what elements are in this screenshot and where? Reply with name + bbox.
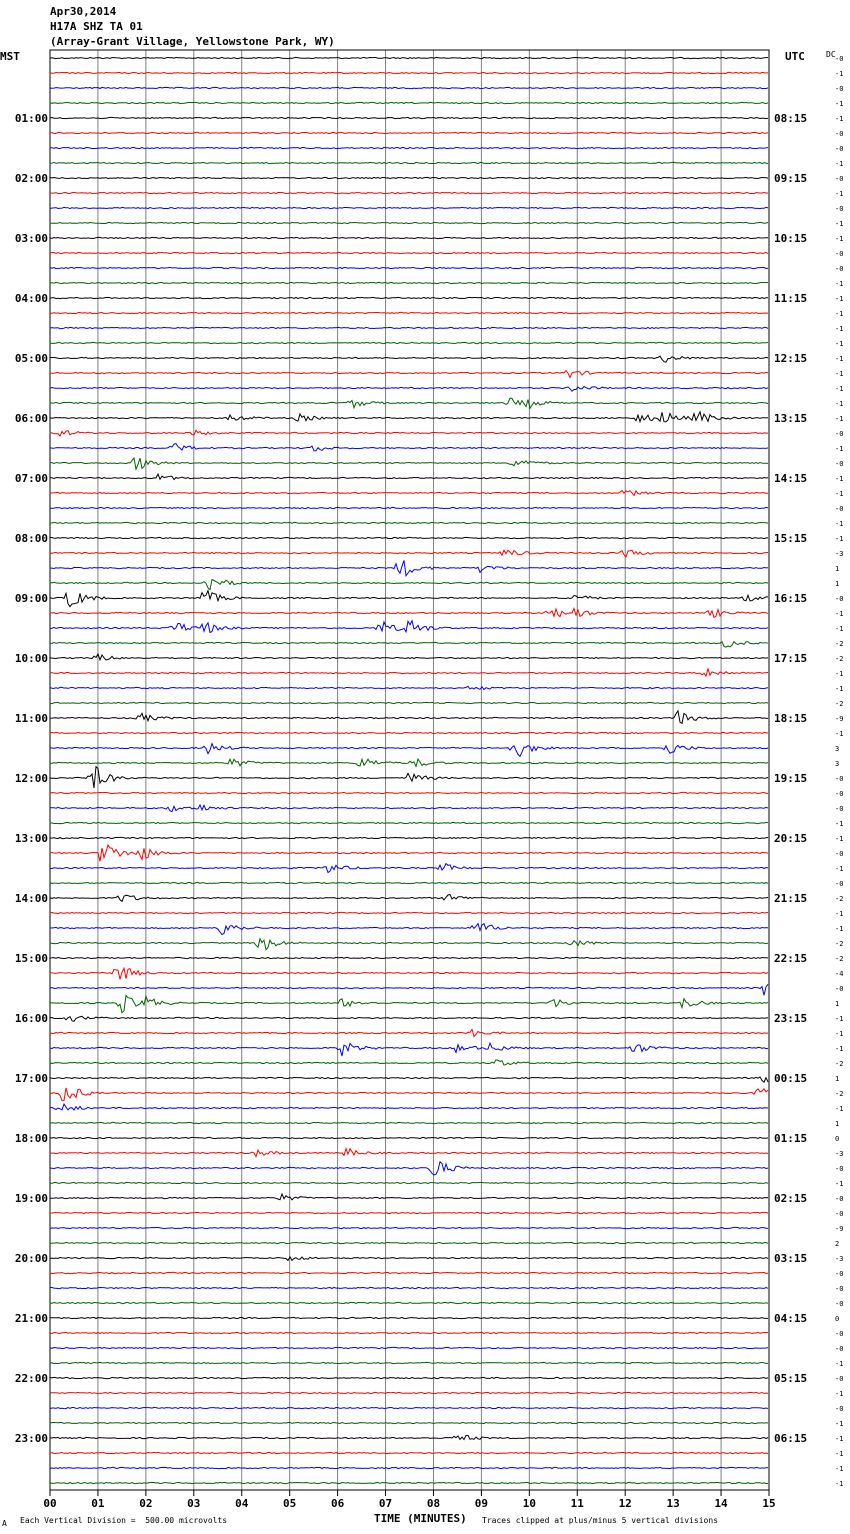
header-date: Apr30,2014 bbox=[50, 5, 117, 18]
trace-line bbox=[50, 192, 768, 193]
trace-line bbox=[50, 87, 768, 88]
dc-offset-label: -1 bbox=[835, 70, 844, 78]
dc-offset-label: -1 bbox=[835, 820, 844, 828]
trace-line bbox=[50, 147, 768, 148]
trace-line bbox=[50, 237, 768, 238]
dc-offset-label: -0 bbox=[835, 1375, 844, 1383]
trace-line bbox=[50, 895, 768, 902]
dc-offset-label: -1 bbox=[835, 295, 844, 303]
trace-line bbox=[50, 222, 768, 223]
trace-line bbox=[50, 591, 768, 607]
dc-offset-label: -1 bbox=[835, 1480, 844, 1488]
trace-line bbox=[50, 1043, 768, 1056]
dc-offset-label: -0 bbox=[835, 1270, 844, 1278]
trace-line bbox=[50, 312, 768, 313]
dc-offset-label: -0 bbox=[835, 850, 844, 858]
trace-line bbox=[50, 767, 768, 788]
dc-offset-label: -1 bbox=[835, 1045, 844, 1053]
trace-line bbox=[50, 1467, 768, 1468]
utc-hour-label: 20:15 bbox=[774, 832, 808, 845]
dc-offset-label: -0 bbox=[835, 505, 844, 513]
utc-hour-label: 10:15 bbox=[774, 232, 808, 245]
dc-offset-label: -1 bbox=[835, 340, 844, 348]
trace-line bbox=[50, 1272, 768, 1273]
dc-offset-label: -2 bbox=[835, 640, 844, 648]
trace-line bbox=[50, 1212, 768, 1213]
dc-offset-label: -1 bbox=[835, 610, 844, 618]
x-tick-label: 09 bbox=[474, 1497, 489, 1510]
dc-offset-label: -1 bbox=[835, 865, 844, 873]
trace-line bbox=[50, 117, 768, 118]
trace-line bbox=[50, 939, 768, 950]
dc-offset-label: -1 bbox=[835, 310, 844, 318]
trace-line bbox=[50, 491, 768, 496]
utc-hour-label: 17:15 bbox=[774, 652, 808, 665]
dc-offset-label: -1 bbox=[835, 1420, 844, 1428]
utc-hour-label: 09:15 bbox=[774, 172, 808, 185]
trace-line bbox=[50, 1452, 768, 1453]
trace-line bbox=[50, 1077, 768, 1082]
trace-line bbox=[50, 822, 768, 823]
dc-offset-label: -0 bbox=[835, 1285, 844, 1293]
mst-hour-label: 14:00 bbox=[14, 892, 48, 905]
x-axis-title: TIME (MINUTES) bbox=[374, 1512, 467, 1525]
utc-hour-label: 16:15 bbox=[774, 592, 808, 605]
trace-line bbox=[50, 398, 768, 408]
utc-hour-label: 18:15 bbox=[774, 712, 808, 725]
mst-hour-label: 19:00 bbox=[14, 1192, 48, 1205]
x-tick-label: 05 bbox=[283, 1497, 297, 1510]
dc-offset-label: -1 bbox=[835, 1015, 844, 1023]
dc-offset-label: 1 bbox=[835, 565, 840, 573]
mst-hour-label: 11:00 bbox=[14, 712, 48, 725]
trace-line bbox=[50, 759, 768, 766]
dc-label: DC bbox=[826, 50, 836, 59]
dc-offset-label: -0 bbox=[835, 85, 844, 93]
left-timezone-label: MST bbox=[0, 50, 20, 63]
trace-line bbox=[50, 371, 768, 378]
mst-hour-label: 07:00 bbox=[14, 472, 48, 485]
mst-hour-label: 06:00 bbox=[14, 412, 48, 425]
utc-hour-label: 11:15 bbox=[774, 292, 808, 305]
dc-offset-label: -3 bbox=[835, 550, 844, 558]
dc-offset-label: -1 bbox=[835, 325, 844, 333]
mst-hour-label: 01:00 bbox=[14, 112, 48, 125]
trace-line bbox=[50, 864, 768, 873]
mst-hour-label: 02:00 bbox=[14, 172, 48, 185]
dc-offset-label: -3 bbox=[835, 1150, 844, 1158]
trace-line bbox=[50, 1302, 768, 1303]
utc-hour-label: 08:15 bbox=[774, 112, 808, 125]
trace-line bbox=[50, 1242, 768, 1243]
dc-offset-label: -1 bbox=[835, 1105, 844, 1113]
dc-offset-label: 1 bbox=[835, 580, 840, 588]
dc-offset-label: -1 bbox=[835, 355, 844, 363]
trace-line bbox=[50, 882, 768, 883]
trace-line bbox=[50, 1016, 768, 1021]
right-timezone-label: UTC bbox=[785, 50, 805, 63]
dc-offset-label: 3 bbox=[835, 760, 840, 768]
dc-offset-label: -0 bbox=[835, 775, 844, 783]
x-tick-label: 06 bbox=[330, 1497, 345, 1510]
dc-offset-label: 1 bbox=[835, 1120, 840, 1128]
trace-line bbox=[50, 267, 768, 268]
x-tick-label: 01 bbox=[91, 1497, 105, 1510]
trace-line bbox=[50, 912, 768, 913]
dc-offset-label: 1 bbox=[835, 1000, 840, 1008]
mst-hour-label: 21:00 bbox=[14, 1312, 48, 1325]
trace-line bbox=[50, 522, 768, 523]
trace-line bbox=[50, 732, 768, 733]
trace-line bbox=[50, 654, 768, 660]
trace-line bbox=[50, 444, 768, 451]
trace-line bbox=[50, 968, 768, 979]
utc-hour-label: 13:15 bbox=[774, 412, 808, 425]
utc-hour-label: 04:15 bbox=[774, 1312, 808, 1325]
utc-hour-label: 00:15 bbox=[774, 1072, 808, 1085]
x-tick-label: 04 bbox=[235, 1497, 249, 1510]
dc-offset-label: -1 bbox=[835, 475, 844, 483]
dc-offset-label: -0 bbox=[835, 1345, 844, 1353]
trace-line bbox=[50, 1029, 768, 1036]
x-tick-label: 00 bbox=[43, 1497, 57, 1510]
utc-hour-label: 05:15 bbox=[774, 1372, 808, 1385]
dc-offset-label: -1 bbox=[835, 835, 844, 843]
trace-line bbox=[50, 1392, 768, 1393]
dc-offset-label: 0 bbox=[835, 1315, 840, 1323]
trace-line bbox=[50, 560, 768, 575]
utc-hour-label: 06:15 bbox=[774, 1432, 808, 1445]
dc-offset-label: -0 bbox=[835, 1330, 844, 1338]
trace-line bbox=[50, 207, 768, 208]
dc-offset-label: -1 bbox=[835, 685, 844, 693]
dc-offset-label: -0 bbox=[835, 460, 844, 468]
trace-line bbox=[50, 550, 768, 557]
dc-offset-label: -0 bbox=[835, 1195, 844, 1203]
trace-line bbox=[50, 297, 768, 298]
trace-line bbox=[50, 984, 768, 995]
x-tick-label: 08 bbox=[426, 1497, 441, 1510]
dc-offset-label: -1 bbox=[835, 1360, 844, 1368]
dc-offset-label: -1 bbox=[835, 100, 844, 108]
mst-hour-label: 08:00 bbox=[14, 532, 48, 545]
mst-hour-label: 05:00 bbox=[14, 352, 48, 365]
trace-line bbox=[50, 702, 768, 703]
trace-line bbox=[50, 387, 768, 392]
trace-line bbox=[50, 282, 768, 283]
dc-offset-label: -1 bbox=[835, 400, 844, 408]
dc-offset-label: -0 bbox=[835, 1165, 844, 1173]
dc-offset-label: -0 bbox=[835, 250, 844, 258]
x-tick-label: 15 bbox=[762, 1497, 776, 1510]
dc-offset-label: -0 bbox=[835, 805, 844, 813]
x-tick-label: 02 bbox=[139, 1497, 153, 1510]
x-tick-label: 07 bbox=[378, 1497, 393, 1510]
dc-offset-label: -1 bbox=[835, 1390, 844, 1398]
dc-offset-label: -1 bbox=[835, 160, 844, 168]
plot-frame bbox=[50, 50, 769, 1490]
utc-hour-label: 14:15 bbox=[774, 472, 808, 485]
trace-line bbox=[50, 1088, 768, 1101]
x-tick-label: 11 bbox=[570, 1497, 584, 1510]
corner-mark: A bbox=[2, 1519, 7, 1528]
utc-hour-label: 21:15 bbox=[774, 892, 808, 905]
dc-offset-label: -1 bbox=[835, 1450, 844, 1458]
utc-hour-label: 15:15 bbox=[774, 532, 808, 545]
trace-line bbox=[50, 412, 768, 422]
trace-line bbox=[50, 621, 768, 633]
dc-offset-label: -9 bbox=[835, 1225, 844, 1233]
trace-line bbox=[50, 1122, 768, 1123]
dc-offset-label: -1 bbox=[835, 220, 844, 228]
trace-line bbox=[50, 1435, 768, 1439]
trace-line bbox=[50, 177, 768, 178]
header-location: (Array-Grant Village, Yellowstone Park, WY) bbox=[50, 35, 335, 48]
dc-offset-label: -1 bbox=[835, 520, 844, 528]
dc-offset-label: -0 bbox=[835, 175, 844, 183]
trace-line bbox=[50, 1257, 768, 1261]
trace-line bbox=[50, 474, 768, 480]
dc-offset-label: -1 bbox=[835, 445, 844, 453]
trace-line bbox=[50, 102, 768, 103]
dc-offset-label: -4 bbox=[835, 970, 844, 978]
dc-offset-label: -1 bbox=[835, 280, 844, 288]
trace-line bbox=[50, 1287, 768, 1288]
dc-offset-label: 3 bbox=[835, 745, 840, 753]
mst-hour-label: 20:00 bbox=[14, 1252, 48, 1265]
mst-hour-label: 09:00 bbox=[14, 592, 48, 605]
dc-offset-label: -1 bbox=[835, 1030, 844, 1038]
trace-line bbox=[50, 1182, 768, 1183]
trace-line bbox=[50, 744, 768, 757]
footer-scale-note: Each Vertical Division = 500.00 microvolts bbox=[20, 1516, 228, 1525]
dc-offset-label: -2 bbox=[835, 940, 844, 948]
x-tick-label: 03 bbox=[187, 1497, 201, 1510]
dc-offset-label: -1 bbox=[835, 925, 844, 933]
x-tick-label: 12 bbox=[618, 1497, 632, 1510]
mst-hour-label: 16:00 bbox=[14, 1012, 48, 1025]
trace-line bbox=[50, 507, 768, 508]
dc-offset-label: -2 bbox=[835, 895, 844, 903]
trace-line bbox=[50, 1317, 768, 1318]
dc-offset-label: 0 bbox=[835, 1135, 840, 1143]
trace-line bbox=[50, 1162, 768, 1175]
trace-line bbox=[50, 132, 768, 133]
x-tick-label: 14 bbox=[714, 1497, 728, 1510]
trace-line bbox=[50, 642, 768, 648]
dc-offset-label: -9 bbox=[835, 715, 844, 723]
trace-line bbox=[50, 57, 768, 58]
dc-offset-label: -0 bbox=[835, 145, 844, 153]
utc-hour-label: 22:15 bbox=[774, 952, 808, 965]
x-tick-label: 13 bbox=[666, 1497, 680, 1510]
trace-line bbox=[50, 458, 768, 469]
dc-offset-label: -1 bbox=[835, 670, 844, 678]
dc-offset-label: -1 bbox=[835, 190, 844, 198]
dc-offset-label: -1 bbox=[835, 235, 844, 243]
trace-line bbox=[50, 537, 768, 538]
dc-offset-label: -0 bbox=[835, 205, 844, 213]
dc-offset-label: -2 bbox=[835, 955, 844, 963]
trace-line bbox=[50, 957, 768, 958]
trace-line bbox=[50, 805, 768, 812]
trace-line bbox=[50, 924, 768, 935]
dc-offset-label: -1 bbox=[835, 1180, 844, 1188]
trace-line bbox=[50, 686, 768, 689]
mst-hour-label: 13:00 bbox=[14, 832, 48, 845]
dc-offset-label: -0 bbox=[835, 985, 844, 993]
dc-offset-label: -0 bbox=[835, 130, 844, 138]
dc-offset-label: -0 bbox=[835, 55, 844, 63]
mst-hour-label: 04:00 bbox=[14, 292, 48, 305]
dc-offset-label: 1 bbox=[835, 1075, 840, 1083]
trace-line bbox=[50, 609, 768, 618]
mst-hour-label: 22:00 bbox=[14, 1372, 48, 1385]
dc-offset-label: -1 bbox=[835, 415, 844, 423]
dc-offset-label: -0 bbox=[835, 1300, 844, 1308]
mst-hour-label: 03:00 bbox=[14, 232, 48, 245]
mst-hour-label: 12:00 bbox=[14, 772, 48, 785]
dc-offset-label: -1 bbox=[835, 1435, 844, 1443]
dc-offset-label: -1 bbox=[835, 535, 844, 543]
dc-offset-label: -2 bbox=[835, 1060, 844, 1068]
trace-line bbox=[50, 792, 768, 793]
dc-offset-label: -1 bbox=[835, 730, 844, 738]
dc-offset-label: 2 bbox=[835, 1240, 840, 1248]
trace-line bbox=[50, 1137, 768, 1138]
utc-hour-label: 01:15 bbox=[774, 1132, 808, 1145]
mst-hour-label: 15:00 bbox=[14, 952, 48, 965]
utc-hour-label: 23:15 bbox=[774, 1012, 808, 1025]
dc-offset-label: -1 bbox=[835, 115, 844, 123]
dc-offset-label: -3 bbox=[835, 1255, 844, 1263]
dc-offset-label: -1 bbox=[835, 910, 844, 918]
trace-line bbox=[50, 1060, 768, 1065]
trace-line bbox=[50, 669, 768, 676]
utc-hour-label: 02:15 bbox=[774, 1192, 808, 1205]
x-tick-label: 10 bbox=[522, 1497, 536, 1510]
trace-line bbox=[50, 327, 768, 328]
dc-offset-label: -1 bbox=[835, 490, 844, 498]
dc-offset-label: -1 bbox=[835, 385, 844, 393]
trace-line bbox=[50, 1482, 768, 1483]
trace-line bbox=[50, 1407, 768, 1408]
trace-line bbox=[50, 1194, 768, 1200]
trace-line bbox=[50, 342, 768, 343]
trace-line bbox=[50, 1347, 768, 1348]
dc-offset-label: -2 bbox=[835, 655, 844, 663]
dc-offset-label: -0 bbox=[835, 430, 844, 438]
trace-line bbox=[50, 1377, 768, 1378]
trace-line bbox=[50, 430, 768, 436]
mst-hour-label: 23:00 bbox=[14, 1432, 48, 1445]
dc-offset-label: -0 bbox=[835, 1405, 844, 1413]
trace-line bbox=[50, 1149, 768, 1157]
trace-line bbox=[50, 580, 768, 590]
trace-line bbox=[50, 1422, 768, 1423]
trace-line bbox=[50, 72, 768, 73]
trace-line bbox=[50, 1227, 768, 1228]
mst-hour-label: 17:00 bbox=[14, 1072, 48, 1085]
dc-offset-label: -2 bbox=[835, 1090, 844, 1098]
trace-line bbox=[50, 1332, 768, 1333]
dc-offset-label: -0 bbox=[835, 790, 844, 798]
dc-offset-label: -0 bbox=[835, 880, 844, 888]
utc-hour-label: 12:15 bbox=[774, 352, 808, 365]
trace-line bbox=[50, 356, 768, 362]
dc-offset-label: -0 bbox=[835, 265, 844, 273]
dc-offset-label: -1 bbox=[835, 625, 844, 633]
dc-offset-label: -1 bbox=[835, 1465, 844, 1473]
mst-hour-label: 10:00 bbox=[14, 652, 48, 665]
trace-line bbox=[50, 162, 768, 163]
utc-hour-label: 03:15 bbox=[774, 1252, 808, 1265]
dc-offset-label: -1 bbox=[835, 370, 844, 378]
trace-line bbox=[50, 996, 768, 1013]
mst-hour-label: 18:00 bbox=[14, 1132, 48, 1145]
footer-clip-note: Traces clipped at plus/minus 5 vertical divisions bbox=[482, 1516, 719, 1525]
trace-line bbox=[50, 1362, 768, 1363]
trace-line bbox=[50, 837, 768, 838]
dc-offset-label: -0 bbox=[835, 595, 844, 603]
trace-line bbox=[50, 1104, 768, 1110]
dc-offset-label: -2 bbox=[835, 700, 844, 708]
utc-hour-label: 19:15 bbox=[774, 772, 808, 785]
trace-line bbox=[50, 845, 768, 861]
dc-offset-label: -0 bbox=[835, 1210, 844, 1218]
trace-line bbox=[50, 711, 768, 724]
header-station: H17A SHZ TA 01 bbox=[50, 20, 143, 33]
trace-line bbox=[50, 252, 768, 253]
